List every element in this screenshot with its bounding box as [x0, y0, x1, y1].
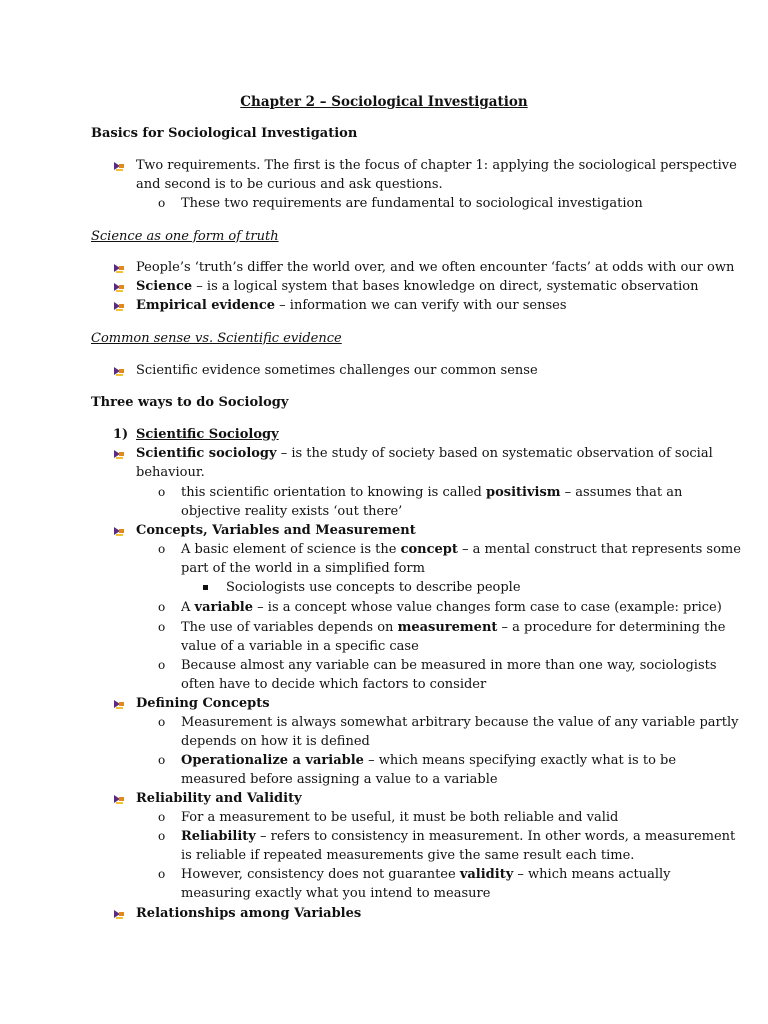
numbered-heading: Scientific Sociology	[136, 427, 279, 442]
text: – refers to consistency in measurement. In other words, a measurement	[255, 829, 736, 844]
text: this scientific orientation to knowing is called	[181, 485, 486, 500]
term: positivism	[485, 485, 561, 500]
numbered-marker: 1)	[113, 427, 129, 442]
sub-bullet-text	[181, 751, 676, 770]
subsection-heading: Common sense vs. Scientific evidence	[91, 331, 342, 346]
text: – which means specifying exactly what is to be	[363, 753, 677, 768]
page-title: Chapter 2 – Sociological Investigation	[240, 94, 528, 110]
sub-bullet-marker: o	[158, 542, 166, 556]
square-bullet-icon	[203, 585, 208, 590]
sub-bullet-text	[181, 598, 722, 617]
arrow-bullet-icon	[113, 908, 125, 920]
bullet-text	[136, 296, 567, 315]
sub-bullet-text	[181, 827, 735, 846]
definition: – is a logical system that bases knowledge on direct, systematic observation	[192, 279, 699, 294]
bullet-text: People’s ‘truth’s differ the world over, and we often encounter ‘facts’ at odds with our own	[136, 260, 735, 275]
arrow-bullet-icon	[113, 525, 125, 537]
arrow-bullet-icon	[113, 793, 125, 805]
text: – a mental construct that represents some	[457, 542, 741, 557]
definition: – information we can verify with our senses	[275, 298, 567, 313]
sub-bullet-text: Because almost any variable can be measured in more than one way, sociologists	[181, 658, 717, 673]
term: Empirical evidence	[136, 298, 276, 313]
arrow-bullet-icon	[113, 698, 125, 710]
definition: – is the study of society based on systematic observation of social	[276, 446, 713, 461]
arrow-bullet-icon	[113, 160, 125, 172]
term: measurement	[397, 620, 498, 635]
sub-bullet-text: Measurement is always somewhat arbitrary because the value of any variable partly	[181, 715, 739, 730]
sub-bullet-marker: o	[158, 658, 166, 672]
sub-bullet-marker: o	[158, 485, 166, 499]
sub-bullet-marker: o	[158, 620, 166, 634]
sub-bullet-text: For a measurement to be useful, it must be both reliable and valid	[181, 810, 619, 825]
sub-bullet-text	[181, 865, 670, 884]
sub-bullet-text	[181, 540, 741, 559]
text: – a procedure for determining the	[497, 620, 726, 635]
sub-bullet-text: value of a variable in a specific case	[181, 639, 419, 654]
arrow-bullet-icon	[113, 365, 125, 377]
bullet-heading: Defining Concepts	[136, 696, 270, 711]
bullet-text: Two requirements. The first is the focus of chapter 1: applying the sociological perspective	[136, 158, 737, 173]
bullet-text	[136, 277, 698, 296]
arrow-bullet-icon	[113, 300, 125, 312]
term: concept	[400, 542, 458, 557]
arrow-bullet-icon	[113, 262, 125, 274]
sub-bullet-text: objective reality exists ‘out there’	[181, 504, 403, 519]
sub-bullet-marker: o	[158, 867, 166, 881]
term: Scientific sociology	[136, 446, 277, 461]
sub-bullet-text: is reliable if repeated measurements give the same result each time.	[181, 848, 635, 863]
term: Science	[136, 279, 193, 294]
text: – which means actually	[513, 867, 671, 882]
bullet-heading: Relationships among Variables	[136, 906, 362, 921]
subsection-heading: Science as one form of truth	[91, 229, 279, 244]
text: The use of variables depends on	[181, 620, 398, 635]
text: – is a concept whose value changes form case to case (example: price)	[253, 600, 722, 615]
term: Operationalize a variable	[181, 753, 364, 768]
term: Reliability	[181, 829, 256, 844]
sub-bullet-marker: o	[158, 196, 166, 210]
text: – assumes that an	[560, 485, 683, 500]
section-heading: Basics for Sociological Investigation	[91, 126, 358, 141]
text: A basic element of science is the	[181, 542, 401, 557]
section-heading: Three ways to do Sociology	[91, 395, 289, 410]
term: validity	[459, 867, 514, 882]
arrow-bullet-icon	[113, 281, 125, 293]
sub-bullet-text	[181, 483, 682, 502]
sub-bullet-marker: o	[158, 600, 166, 614]
sub-bullet-marker: o	[158, 829, 166, 843]
sub-bullet-marker: o	[158, 715, 166, 729]
sub-bullet-text: measuring exactly what you intend to measure	[181, 886, 491, 901]
sub-bullet-text	[181, 618, 725, 637]
sub-bullet-text: measured before assigning a value to a variable	[181, 772, 498, 787]
sub-sub-bullet-text: Sociologists use concepts to describe people	[226, 580, 521, 595]
sub-bullet-text: These two requirements are fundamental to sociological investigation	[181, 196, 643, 211]
bullet-heading: Concepts, Variables and Measurement	[136, 523, 416, 538]
bullet-text: behaviour.	[136, 465, 205, 480]
sub-bullet-marker: o	[158, 753, 166, 767]
sub-bullet-text: part of the world in a simplified form	[181, 561, 425, 576]
bullet-text: Scientific evidence sometimes challenges our common sense	[136, 363, 538, 378]
text: However, consistency does not guarantee	[181, 867, 460, 882]
text: A	[181, 600, 195, 615]
sub-bullet-text: often have to decide which factors to consider	[181, 677, 487, 692]
bullet-heading: Reliability and Validity	[136, 791, 302, 806]
bullet-text	[136, 444, 713, 463]
term: variable	[194, 600, 254, 615]
arrow-bullet-icon	[113, 448, 125, 460]
bullet-text: and second is to be curious and ask questions.	[136, 177, 443, 192]
sub-bullet-text: depends on how it is defined	[181, 734, 370, 749]
sub-bullet-marker: o	[158, 810, 166, 824]
